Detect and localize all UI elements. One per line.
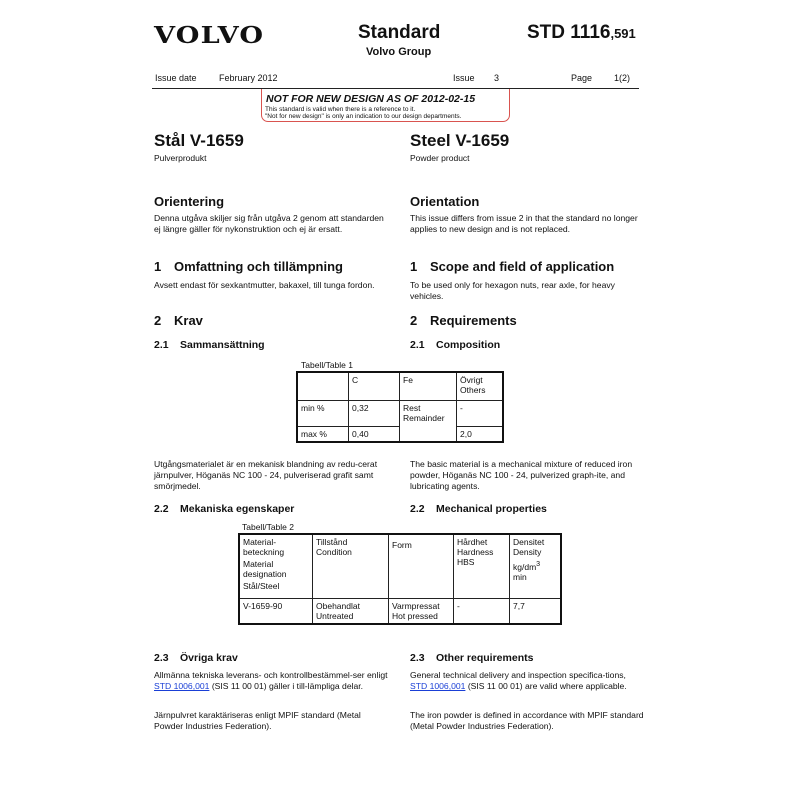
- condition-cell: [313, 598, 389, 624]
- issue-date-label: Issue date: [155, 73, 197, 83]
- density-cell: 7,7: [510, 598, 562, 624]
- condition-sv: Obehandlat: [316, 600, 360, 611]
- section-number: 2.2: [154, 503, 169, 515]
- hardness-cell: -: [454, 598, 510, 624]
- header-line: Density: [513, 547, 542, 557]
- density-unit: [513, 559, 557, 572]
- section-number: 2: [154, 313, 162, 328]
- section-2-2-heading-sv: [154, 503, 294, 515]
- section-1-heading-en: [410, 259, 614, 274]
- section-1-heading-sv: [154, 259, 343, 274]
- form-sv: Varmpressat: [392, 600, 440, 611]
- section-number: 2.2: [410, 503, 425, 515]
- section-title: Mechanical properties: [436, 503, 547, 515]
- other-requirements-text-en: [410, 670, 645, 692]
- orientation-text-en: This issue differs from issue 2 in that the standard no longer applies to new design and is not replaced.: [410, 213, 638, 234]
- text-part: Allmänna tekniska leverans- och kontrollbestämmel-ser enligt: [154, 670, 388, 680]
- section-title: Other requirements: [436, 652, 534, 664]
- section-title: Mekaniska egenskaper: [180, 503, 295, 515]
- notice-line-2: "Not for new design" is only an indication to our design departments.: [265, 113, 462, 120]
- table-cell: 0,32: [349, 400, 400, 426]
- header-line: designation: [243, 569, 287, 579]
- unit-base: kg/dm: [513, 561, 537, 572]
- table-cell: -: [457, 400, 504, 426]
- page-label: Page: [571, 73, 593, 83]
- table-cell: [400, 400, 457, 442]
- form-cell: [389, 598, 454, 624]
- composition-table: [296, 371, 504, 443]
- iron-powder-text-sv: Järnpulvret karaktäriseras enligt MPIF standard (Metal Powder Industries Federation).: [154, 710, 361, 731]
- section-number: 2.1: [410, 339, 425, 351]
- row-label: max %: [297, 426, 349, 442]
- text-part: (SIS 11 00 01) are valid where applicable.: [467, 681, 627, 691]
- composition-text-en: The basic material is a mechanical mixture of reduced iron powder, Höganäs NC 100 - 24, pulverized graph-ite, and lubricating agents.: [410, 459, 633, 491]
- header-line: Material: [243, 559, 274, 569]
- iron-powder-text-en: The iron powder is defined in accordance with MPIF standard (Metal Powder Industries Federation).: [410, 710, 644, 731]
- header-en: Others: [460, 385, 486, 395]
- section-title: Composition: [436, 339, 501, 351]
- mechanical-properties-table: [238, 533, 562, 625]
- orientation-heading-sv: Orientering: [154, 194, 225, 209]
- title-sv: Stål V-1659: [154, 131, 244, 150]
- header-line: Hårdhet: [457, 537, 488, 547]
- header-line: Form: [392, 540, 412, 550]
- header-line: Hardness: [457, 547, 494, 557]
- table-header-row: [239, 534, 561, 598]
- header-line: HBS: [457, 557, 475, 567]
- table-row: [297, 400, 503, 426]
- other-requirements-text-sv: [154, 670, 389, 692]
- table-2-caption: Tabell/Table 2: [242, 522, 294, 532]
- subtitle-sv: Pulverprodukt: [154, 153, 207, 163]
- section-title: Requirements: [430, 313, 517, 328]
- text-part: General technical delivery and inspection specifica-tions,: [410, 670, 626, 680]
- table-cell: Fe: [400, 372, 457, 400]
- notice-headline: NOT FOR NEW DESIGN AS OF 2012-02-15: [266, 93, 476, 105]
- section-number: 2.1: [154, 339, 169, 351]
- notice-line-1: This standard is valid when there is a reference to it.: [265, 106, 416, 113]
- section-1-text-sv: Avsett endast för sexkantmutter, bakaxel, till tunga fordon.: [154, 280, 375, 290]
- header-line: Densitet: [513, 537, 545, 547]
- table-row: [239, 598, 561, 624]
- section-number: 1: [154, 259, 162, 274]
- std-1006-001-link[interactable]: STD 1006,001: [410, 681, 466, 691]
- section-number: 2.3: [410, 652, 425, 664]
- section-number: 1: [410, 259, 418, 274]
- not-for-new-design-notice: [261, 89, 510, 122]
- table-cell: 0,40: [349, 426, 400, 442]
- section-2-3-heading-sv: [154, 652, 238, 664]
- designation-header: [239, 534, 313, 598]
- title-en: Steel V-1659: [410, 131, 510, 150]
- header-line: Tillstånd: [316, 537, 348, 547]
- standard-number: [527, 22, 636, 44]
- condition-en: Untreated: [316, 610, 354, 621]
- composition-text-sv: Utgångsmaterialet är en mekanisk blandning av redu-cerat järnpulver, Höganäs NC 100 - 24, pulveriserad grafit samt smörjmedel.: [154, 459, 378, 491]
- fe-sv: Rest: [403, 402, 421, 413]
- subtitle-en: Powder product: [410, 153, 470, 163]
- section-title: Sammansättning: [180, 339, 265, 351]
- document-subtitle: Volvo Group: [366, 46, 432, 58]
- header-line: min: [513, 571, 527, 582]
- header-sv: Övrigt: [460, 375, 483, 385]
- form-en: Hot pressed: [392, 610, 438, 621]
- standard-number-suffix: ,591: [610, 26, 636, 41]
- header-line: Material-: [243, 537, 277, 547]
- section-2-2-heading-en: [410, 503, 547, 515]
- designation-cell: V-1659-90: [239, 598, 313, 624]
- section-title: Övriga krav: [180, 652, 238, 664]
- fe-en: Remainder: [403, 412, 445, 423]
- section-1-text-en: To be used only for hexagon nuts, rear axle, for heavy vehicles.: [410, 280, 615, 301]
- section-number: 2.3: [154, 652, 169, 664]
- header-line: beteckning: [243, 547, 285, 557]
- row-label: min %: [297, 400, 349, 426]
- table-header-row: [297, 372, 503, 400]
- section-title: Scope and field of application: [430, 259, 615, 274]
- section-title: Omfattning och tillämpning: [174, 259, 343, 274]
- table-cell: 2,0: [457, 426, 504, 442]
- issue-label: Issue: [453, 73, 475, 83]
- form-header: [389, 534, 454, 598]
- section-2-heading-sv: [154, 313, 203, 328]
- issue-value: 3: [494, 73, 500, 83]
- standard-number-main: STD 1116: [527, 22, 611, 43]
- section-2-1-heading-en: [410, 339, 500, 351]
- header-line: Condition: [316, 547, 352, 557]
- table-cell: C: [349, 372, 400, 400]
- document-type-title: Standard: [358, 22, 441, 43]
- table-cell: [457, 372, 504, 400]
- orientation-heading-en: Orientation: [410, 194, 480, 209]
- unit-exponent: 3: [536, 560, 541, 568]
- condition-header: [313, 534, 389, 598]
- table-cell: [297, 372, 349, 400]
- orientation-text-sv: Denna utgåva skiljer sig från utgåva 2 genom att standarden ej längre gäller för nykonstruktion och ej är ersatt.: [154, 213, 384, 234]
- table-1-caption: Tabell/Table 1: [301, 360, 353, 370]
- issue-date-value: February 2012: [219, 73, 278, 83]
- std-1006-001-link[interactable]: STD 1006,001: [154, 681, 210, 691]
- section-number: 2: [410, 313, 418, 328]
- header-line: Stål/Steel: [243, 581, 280, 591]
- section-2-3-heading-en: [410, 652, 533, 664]
- page-value: 1(2): [614, 73, 631, 83]
- section-title: Krav: [174, 313, 203, 328]
- text-part: (SIS 11 00 01) gäller i till-lämpliga delar.: [211, 681, 364, 691]
- volvo-logo: VOLVO: [154, 22, 265, 49]
- section-2-heading-en: [410, 313, 517, 328]
- density-header: [510, 534, 562, 598]
- section-2-1-heading-sv: [154, 339, 265, 351]
- hardness-header: [454, 534, 510, 598]
